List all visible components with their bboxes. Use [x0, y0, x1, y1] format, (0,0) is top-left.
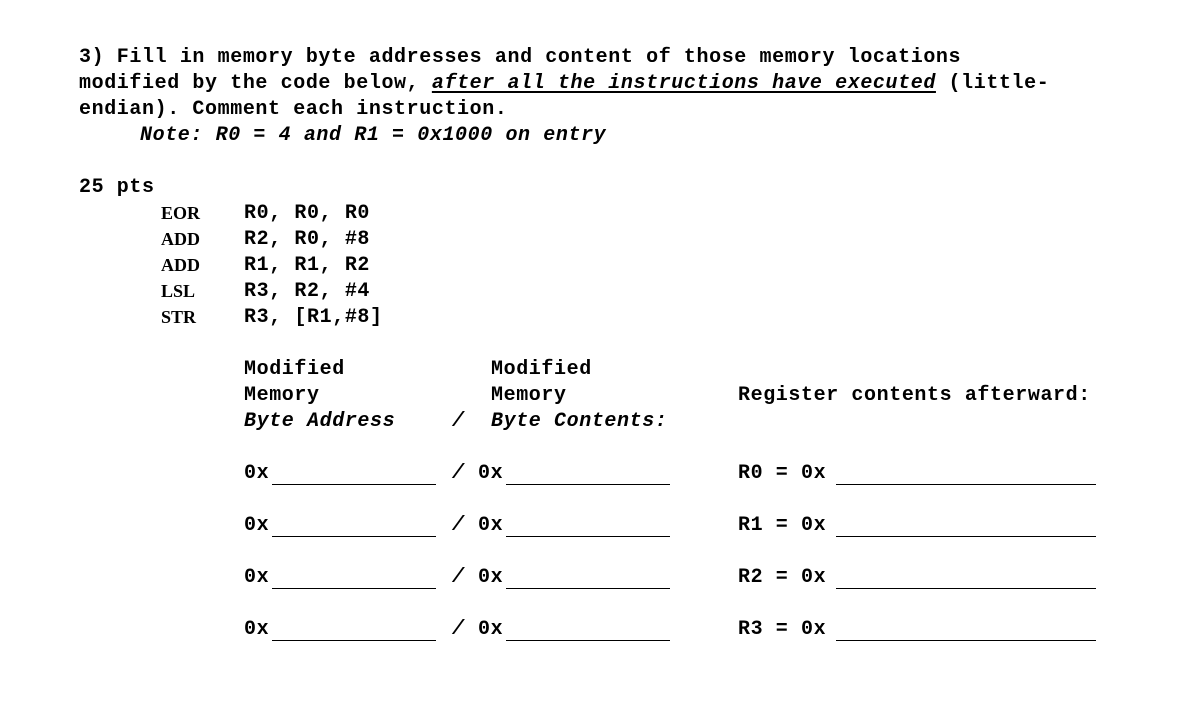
address-blank[interactable] [272, 588, 436, 589]
row-slash: / [452, 566, 465, 589]
register-label-r0: R0 = 0x [738, 462, 827, 485]
points-label: 25 pts [79, 176, 155, 199]
question-line-1: 3) Fill in memory byte addresses and content of those memory locations [79, 46, 962, 69]
register-blank-r1[interactable] [836, 536, 1096, 537]
question-line-3: endian). Comment each instruction. [79, 98, 508, 121]
content-blank[interactable] [506, 588, 670, 589]
address-blank[interactable] [272, 536, 436, 537]
row-slash: / [452, 462, 465, 485]
content-header-line-1: Modified [491, 358, 592, 381]
addr-header-line-1: Modified [244, 358, 345, 381]
register-label-r1: R1 = 0x [738, 514, 827, 537]
code-op: LSL [161, 281, 196, 301]
code-op: STR [161, 307, 197, 327]
content-prefix: 0x [478, 462, 504, 485]
code-op: EOR [161, 203, 201, 223]
row-slash: / [452, 514, 465, 537]
address-prefix: 0x [244, 462, 270, 485]
code-args: R3, R2, #4 [244, 280, 371, 303]
register-blank-r0[interactable] [836, 484, 1096, 485]
register-header: Register contents afterward: [738, 384, 1091, 407]
address-blank[interactable] [272, 640, 436, 641]
row-slash: / [452, 618, 465, 641]
addr-header-line-2: Memory [244, 384, 320, 407]
content-header-line-2: Memory [491, 384, 567, 407]
address-blank[interactable] [272, 484, 436, 485]
register-blank-r3[interactable] [836, 640, 1096, 641]
code-args: R2, R0, #8 [244, 228, 371, 251]
content-blank[interactable] [506, 484, 670, 485]
address-prefix: 0x [244, 514, 270, 537]
register-label-r2: R2 = 0x [738, 566, 827, 589]
code-args: R1, R1, R2 [244, 254, 371, 277]
question-line-2 [79, 72, 1049, 95]
code-args: R3, [R1,#8] [244, 306, 383, 329]
question-note: Note: R0 = 4 and R1 = 0x1000 on entry [140, 124, 607, 147]
content-blank[interactable] [506, 640, 670, 641]
address-prefix: 0x [244, 566, 270, 589]
register-blank-r2[interactable] [836, 588, 1096, 589]
content-prefix: 0x [478, 514, 504, 537]
content-prefix: 0x [478, 566, 504, 589]
code-args: R0, R0, R0 [244, 202, 371, 225]
code-op: ADD [161, 255, 200, 275]
content-prefix: 0x [478, 618, 504, 641]
header-slash: / [452, 410, 465, 433]
content-blank[interactable] [506, 536, 670, 537]
question-emphasis: after all the instructions have executed [431, 72, 936, 95]
code-op: ADD [161, 229, 200, 249]
addr-header-line-3: Byte Address [244, 410, 396, 433]
content-header-line-3: Byte Contents: [491, 410, 668, 433]
question-line-2-pre: modified by the code below, [79, 72, 432, 95]
register-label-r3: R3 = 0x [738, 618, 827, 641]
address-prefix: 0x [244, 618, 270, 641]
question-line-2-post: (little- [935, 72, 1050, 95]
